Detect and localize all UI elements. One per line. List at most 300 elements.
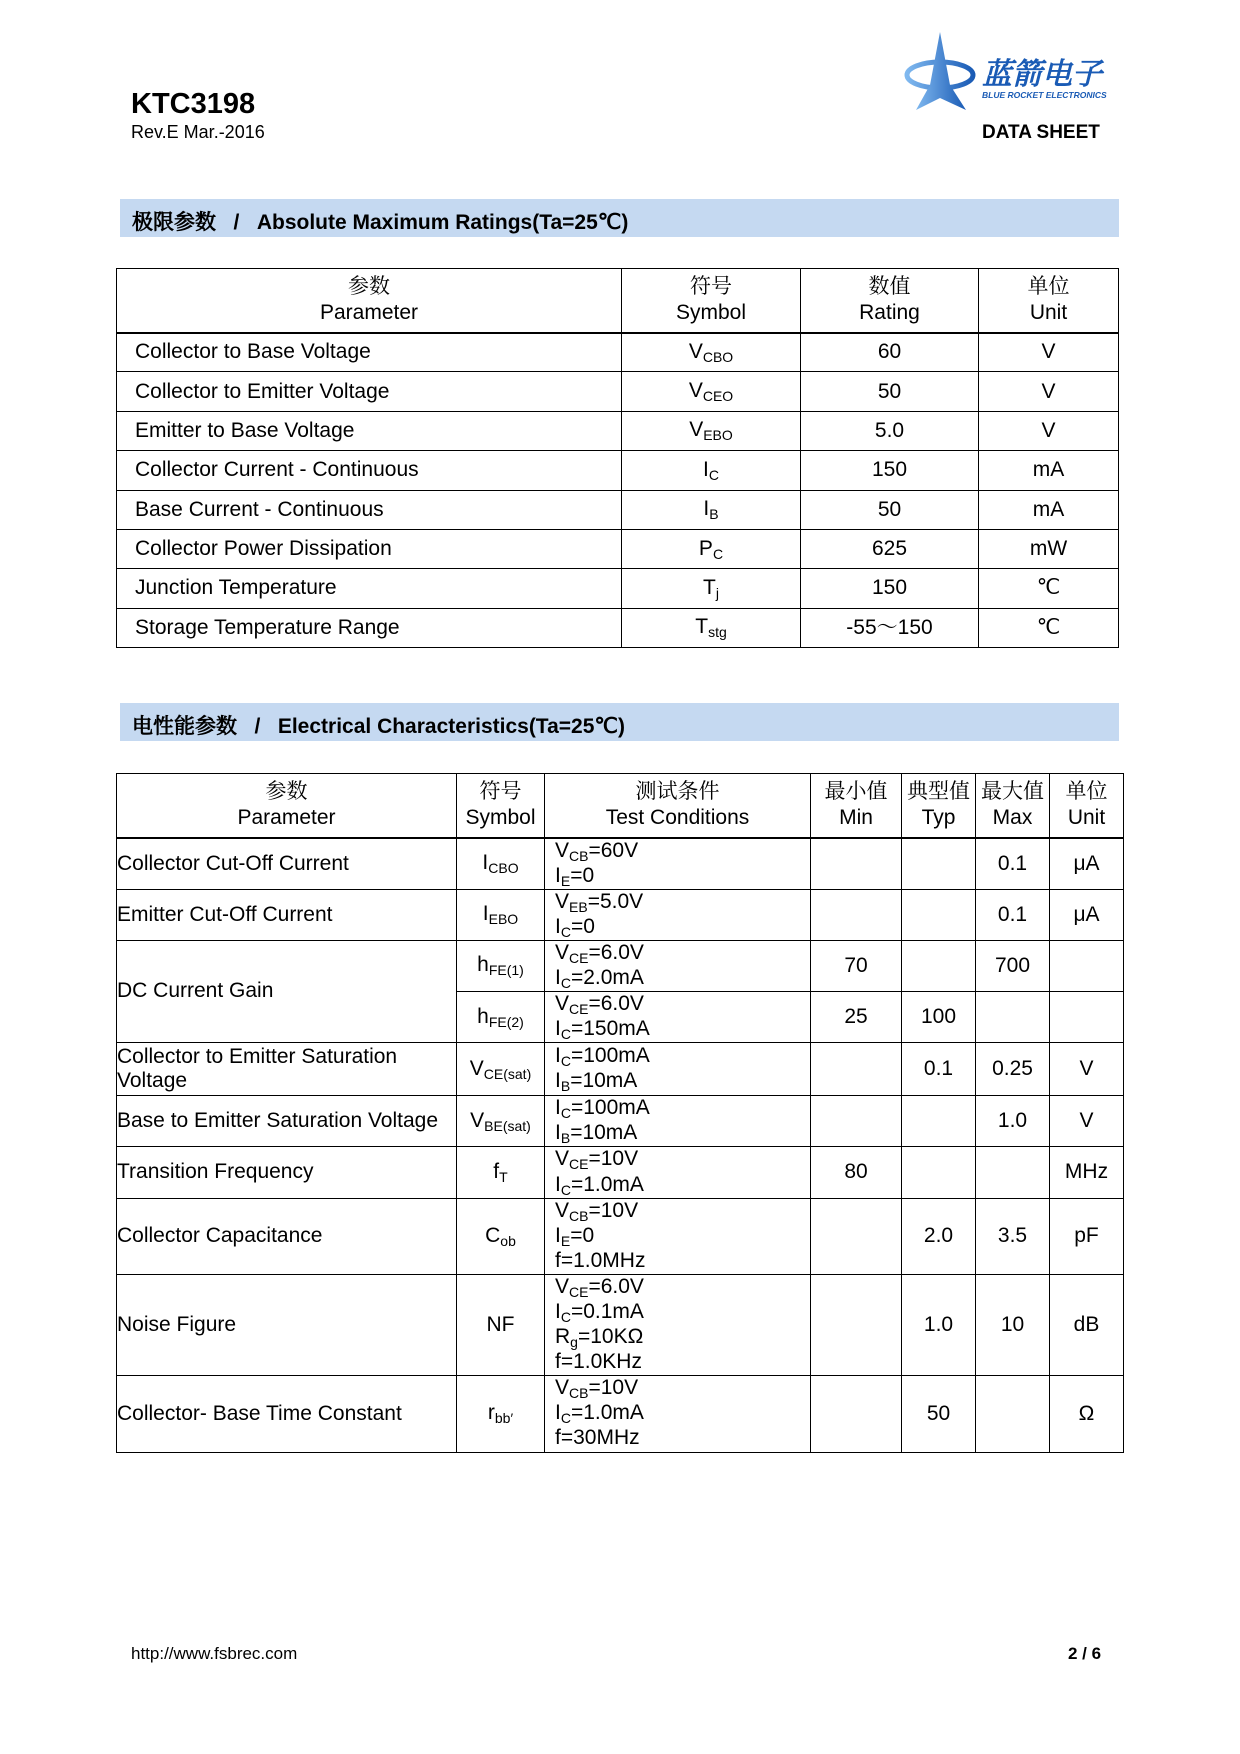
symbol-subscript: B [709,506,719,523]
cond-base: V [555,940,570,964]
table-row [117,490,1119,529]
cond-base: I [555,1401,561,1425]
cond-base: f [555,1426,561,1450]
table-row [117,1376,1124,1452]
symbol-cell [622,569,801,608]
cond-base: I [555,1121,561,1145]
table-row [117,569,1119,608]
header-cn: 数值 [868,275,911,298]
cond-value: =10mA [570,1121,638,1145]
rating-cell: -55～150 [801,608,979,647]
min-cell [811,838,902,890]
symbol-subscript: CEO [702,388,734,405]
table-row [117,333,1119,372]
condition-line [555,1275,810,1325]
column-header [801,269,979,333]
cond-value: =10mA [570,1069,638,1093]
header-en: Parameter [237,806,336,830]
symbol-subscript: bb′ [494,1410,514,1427]
doc-type: DATA SHEET [982,122,1100,143]
min-cell [811,889,902,940]
symbol-base: h [477,953,489,977]
cond-value: =0.1mA [570,1300,644,1323]
test-conditions-cell [545,1147,811,1198]
condition [555,1401,687,1426]
header-en: Symbol [465,806,536,830]
table-row [117,451,1119,490]
header-cn: 单位 [1065,780,1108,803]
condition [555,915,687,940]
test-conditions-cell [545,992,811,1043]
column-header [976,774,1050,838]
cond-base: I [555,1044,561,1068]
cond-base: V [555,1376,570,1400]
condition [555,1121,687,1146]
test-conditions-cell [545,1096,811,1147]
typ-cell: 0.1 [902,1043,976,1096]
min-cell: 70 [811,940,902,991]
table-row [117,529,1119,568]
table-row [117,838,1124,890]
cond-subscript: E [560,1232,571,1249]
max-cell: 3.5 [976,1198,1050,1274]
symbol-cell [457,1198,545,1274]
condition [555,890,687,915]
max-cell: 10 [976,1274,1050,1375]
cond-subscript: C [560,1026,571,1043]
cond-value: =2.0mA [570,965,644,989]
symbol-cell [457,992,545,1043]
cond-value: =60V [588,838,639,862]
unit-cell: ℃ [979,569,1119,608]
min-cell [811,1198,902,1274]
cond-subscript: CE [569,1001,589,1018]
symbol-base: T [695,615,709,639]
cond-subscript: C [560,974,571,991]
column-header [1050,774,1124,838]
part-number: KTC3198 [131,88,256,120]
cond-subscript: CB [569,1385,589,1402]
symbol-cell [622,490,801,529]
cond-value: =100mA [570,1096,650,1120]
condition [555,1376,687,1401]
symbol-subscript: T [499,1168,508,1185]
rating-cell: 50 [801,490,979,529]
cond-value: =10V [588,1147,639,1171]
symbol-subscript: CBO [488,860,519,877]
header-en: Unit [1029,301,1068,325]
cond-base: I [555,1096,561,1120]
unit-cell: V [1050,1096,1124,1147]
table-row [117,1274,1124,1375]
max-cell: 700 [976,940,1050,991]
typ-cell: 2.0 [902,1198,976,1274]
header-cn: 参数 [265,780,308,803]
symbol-base: NF [486,1312,515,1336]
cond-base: f [555,1350,561,1374]
unit-cell: pF [1050,1198,1124,1274]
table-row [117,940,1124,991]
condition [555,839,687,864]
test-conditions-cell [545,1198,811,1274]
symbol-cell [457,1043,545,1096]
column-header [117,269,622,333]
symbol-cell [622,451,801,490]
symbol-cell [622,608,801,647]
cond-value: =1.0mA [570,1172,644,1196]
cond-subscript: CE [569,1156,589,1173]
svg-text:BLUE ROCKET ELECTRONICS: BLUE ROCKET ELECTRONICS [982,90,1107,100]
cond-subscript: B [560,1130,571,1147]
test-conditions-cell [545,940,811,991]
symbol-cell [457,940,545,991]
parameter-cell: Collector to Emitter Saturation Voltage [117,1043,457,1096]
cond-base: R [555,1325,571,1349]
cond-value: =30MHz [560,1426,640,1450]
symbol-subscript: CBO [702,348,734,365]
max-cell [976,1147,1050,1198]
cond-base: I [555,863,561,887]
unit-cell: V [979,333,1119,372]
header-en: Unit [1067,806,1106,830]
condition [555,1096,687,1121]
condition [555,1069,687,1094]
condition-line [555,1249,810,1274]
symbol-subscript: FE(2) [488,1013,524,1030]
symbol-subscript: stg [708,624,727,641]
cond-base: V [555,838,570,862]
symbol-base: I [482,851,489,875]
cond-base: I [555,1300,561,1323]
symbol-subscript: EBO [703,427,733,444]
table-row [117,889,1124,940]
symbol-base: P [698,536,713,560]
section-title-electrical: 电性能参数 / Electrical Characteristics(Ta=25℃) [120,703,1119,741]
table-row [117,1043,1124,1096]
symbol-base: V [470,1108,485,1132]
condition [555,1325,687,1350]
cond-value: =1.0KHz [560,1350,642,1374]
rating-cell: 60 [801,333,979,372]
absolute-ratings-table [116,268,1119,648]
svg-text:蓝箭电子: 蓝箭电子 [982,57,1102,92]
page-number: 2 / 6 [1068,1644,1102,1663]
condition [555,1426,687,1451]
condition-line [555,1044,810,1094]
parameter-cell: DC Current Gain [117,940,457,1042]
symbol-cell [622,411,801,450]
cond-value: =6.0V [588,992,644,1016]
cond-subscript: g [570,1334,578,1351]
condition [555,1173,687,1198]
unit-cell: μA [1050,889,1124,940]
condition [555,1017,687,1042]
cond-value: =0 [570,914,595,938]
symbol-subscript: C [708,466,719,483]
cond-base: I [555,914,561,938]
condition-line [555,1376,810,1426]
header-en: Rating [859,301,920,325]
symbol-subscript: BE(sat) [484,1117,531,1134]
test-conditions-cell [545,838,811,890]
unit-cell: V [979,372,1119,411]
table-row [117,1147,1124,1198]
condition [555,1224,687,1249]
typ-cell: 100 [902,992,976,1043]
condition-line [555,1426,810,1451]
header-cn: 最小值 [824,780,888,803]
condition [555,864,687,889]
condition [555,941,687,966]
cond-base: V [555,1274,570,1298]
symbol-base: h [477,1004,489,1028]
symbol-base: I [703,457,709,481]
cond-subscript: CE [569,1283,589,1300]
header-cn: 最大值 [981,780,1044,803]
unit-cell: ℃ [979,608,1119,647]
symbol-cell [457,1376,545,1452]
header-cn: 参数 [348,275,390,298]
column-header [622,269,801,333]
symbol-base: V [688,339,703,363]
header-en: Typ [921,806,956,830]
condition [555,1300,687,1325]
typ-cell: 1.0 [902,1274,976,1375]
cond-subscript: CE [569,949,589,966]
cond-subscript: C [560,1410,571,1427]
max-cell: 0.1 [976,838,1050,890]
cond-value: =100mA [570,1044,650,1068]
cond-subscript: E [560,872,571,889]
condition [555,1350,687,1375]
parameter-cell: Emitter Cut-Off Current [117,889,457,940]
symbol-subscript: ob [500,1232,516,1249]
cond-base: f [555,1248,561,1272]
max-cell: 0.25 [976,1043,1050,1096]
max-cell: 1.0 [976,1096,1050,1147]
column-header [902,774,976,838]
symbol-subscript: C [712,545,724,562]
column-header [979,269,1119,333]
rating-cell: 50 [801,372,979,411]
rating-cell: 150 [801,451,979,490]
cond-subscript: CB [569,1207,589,1224]
parameter-cell: Storage Temperature Range [117,608,622,647]
condition-line [555,1147,810,1197]
cond-value: =10KΩ [577,1325,644,1349]
parameter-cell: Collector to Emitter Voltage [117,372,622,411]
test-conditions-cell [545,1376,811,1452]
column-header [457,774,545,838]
symbol-base: V [469,1056,484,1080]
unit-cell: μA [1050,838,1124,890]
header-en: Parameter [319,301,419,325]
test-conditions-cell [545,1043,811,1096]
header-en: Test Conditions [605,806,750,830]
symbol-base: I [482,902,489,926]
header-en: Symbol [675,301,747,325]
max-cell [976,992,1050,1043]
condition-line [555,992,810,1042]
condition [555,1147,687,1172]
footer-url[interactable]: http://www.fsbrec.com [131,1644,298,1663]
condition-line [555,890,810,940]
parameter-cell: Collector to Base Voltage [117,333,622,372]
cond-subscript: C [560,923,571,940]
max-cell: 0.1 [976,889,1050,940]
table-row [117,411,1119,450]
header-en: Max [992,806,1033,830]
unit-cell: V [979,411,1119,450]
table-row [117,372,1119,411]
symbol-cell [622,372,801,411]
cond-value: =6.0V [588,1274,644,1298]
symbol-cell [457,889,545,940]
symbol-cell [457,838,545,890]
symbol-subscript: CE(sat) [483,1065,532,1082]
cond-value: =1.0mA [570,1401,644,1425]
parameter-cell: Emitter to Base Voltage [117,411,622,450]
symbol-base: C [485,1223,501,1247]
rating-cell: 5.0 [801,411,979,450]
parameter-cell: Transition Frequency [117,1147,457,1198]
rating-cell: 625 [801,529,979,568]
symbol-cell [457,1147,545,1198]
max-cell [976,1376,1050,1452]
cond-subscript: C [560,1181,571,1198]
cond-value: =1.0MHz [560,1248,646,1272]
parameter-cell: Base Current - Continuous [117,490,622,529]
condition-line [555,1096,810,1146]
cond-value: =150mA [570,1017,650,1041]
unit-cell: V [1050,1043,1124,1096]
company-logo [900,30,1130,130]
parameter-cell: Base to Emitter Saturation Voltage [117,1096,457,1147]
cond-subscript: C [560,1053,571,1070]
column-header [545,774,811,838]
test-conditions-cell [545,1274,811,1375]
cond-value: =0 [570,1223,595,1247]
revision: Rev.E Mar.-2016 [131,122,265,142]
header-cn: 符号 [479,780,522,803]
condition [555,966,687,991]
condition-line [555,941,810,991]
cond-value: =0 [570,863,595,887]
table-row [117,1198,1124,1274]
symbol-cell [622,529,801,568]
min-cell: 25 [811,992,902,1043]
symbol-cell [622,333,801,372]
parameter-cell: Junction Temperature [117,569,622,608]
header-cn: 符号 [690,275,732,298]
cond-subscript: C [560,1309,571,1325]
symbol-cell [457,1096,545,1147]
parameter-cell: Noise Figure [117,1274,457,1375]
header-cn: 单位 [1027,275,1070,298]
unit-cell: mW [979,529,1119,568]
min-cell [811,1043,902,1096]
column-header [117,774,457,838]
cond-base: I [555,965,561,989]
min-cell [811,1096,902,1147]
cond-base: V [555,889,570,913]
min-cell: 80 [811,1147,902,1198]
typ-cell [902,1096,976,1147]
symbol-subscript: EBO [488,911,519,928]
parameter-cell: Collector Capacitance [117,1198,457,1274]
rating-cell: 150 [801,569,979,608]
cond-subscript: C [560,1105,571,1122]
cond-base: I [555,1172,561,1196]
cond-value: =10V [588,1198,639,1222]
typ-cell [902,940,976,991]
unit-cell: mA [979,490,1119,529]
condition-line [555,1325,810,1375]
table-row [117,608,1119,647]
cond-value: =6.0V [588,940,644,964]
condition [555,992,687,1017]
typ-cell [902,1147,976,1198]
min-cell [811,1274,902,1375]
typ-cell [902,889,976,940]
condition [555,1249,687,1274]
symbol-base: r [487,1401,495,1425]
condition-line [555,1199,810,1249]
symbol-subscript: FE(1) [488,962,524,979]
min-cell [811,1376,902,1452]
cond-subscript: B [560,1078,571,1095]
typ-cell: 50 [902,1376,976,1452]
symbol-subscript: j [715,584,719,601]
symbol-cell [457,1274,545,1375]
symbol-base: f [493,1159,500,1183]
cond-subscript: CB [569,847,589,864]
test-conditions-cell [545,889,811,940]
unit-cell: Ω [1050,1376,1124,1452]
unit-cell [1050,992,1124,1043]
cond-value: =10V [588,1376,639,1400]
header-en: Min [839,806,873,830]
cond-base: V [555,992,570,1016]
condition [555,1044,687,1069]
header-cn: 测试条件 [635,780,720,803]
condition [555,1275,687,1300]
electrical-characteristics-table [116,773,1124,1453]
symbol-base: I [703,497,710,521]
cond-base: V [555,1147,570,1171]
cond-base: I [555,1017,561,1041]
typ-cell [902,838,976,890]
parameter-cell: Collector Cut-Off Current [117,838,457,890]
section-title-absolute-ratings: 极限参数 / Absolute Maximum Ratings(Ta=25℃) [120,199,1119,237]
parameter-cell: Collector Power Dissipation [117,529,622,568]
symbol-base: T [703,575,716,599]
table-row [117,1096,1124,1147]
cond-base: I [555,1069,561,1093]
unit-cell: mA [979,451,1119,490]
condition [555,1199,687,1224]
symbol-base: V [689,418,704,442]
cond-base: V [555,1198,570,1222]
cond-value: =5.0V [587,889,644,913]
column-header [811,774,902,838]
unit-cell: MHz [1050,1147,1124,1198]
symbol-base: V [688,379,703,403]
cond-base: I [555,1223,561,1247]
cond-subscript: EB [569,898,588,915]
parameter-cell: Collector- Base Time Constant [117,1376,457,1452]
parameter-cell: Collector Current - Continuous [117,451,622,490]
